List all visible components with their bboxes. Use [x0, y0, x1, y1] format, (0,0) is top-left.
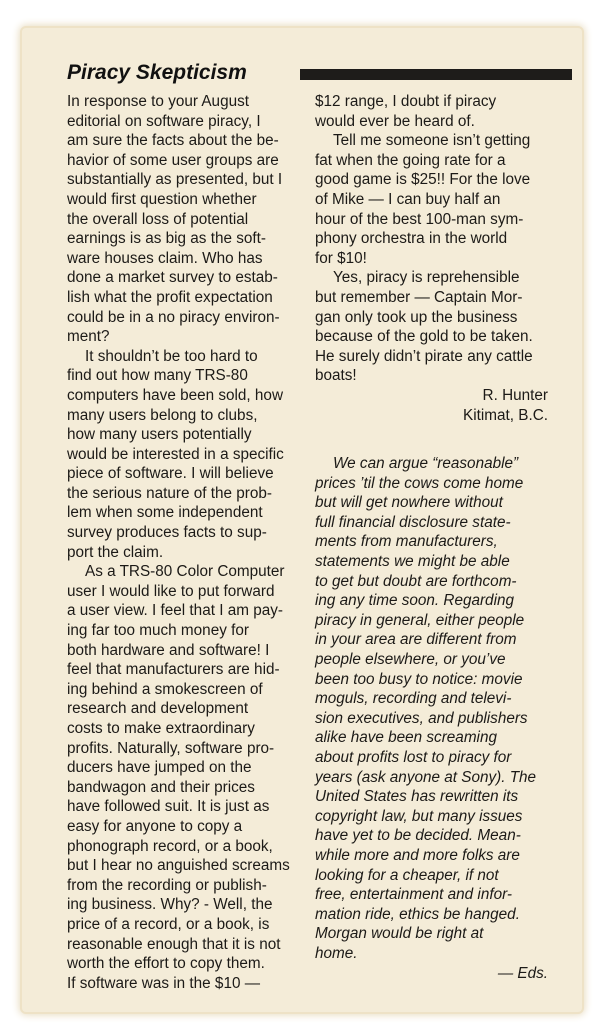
text-line: lem when some independent [67, 504, 263, 522]
text-line: statements we might be able [315, 553, 510, 571]
text-line: Kitimat, B.C. [463, 406, 548, 424]
text-line: been too busy to notice: movie [315, 670, 523, 688]
text-line: port the claim. [67, 543, 164, 561]
text-line: ducers have jumped on the [67, 759, 252, 777]
text-line: He surely didn’t pirate any cattle [315, 347, 533, 365]
text-line: good game is $25!! For the love [315, 171, 531, 189]
text-line: phonograph record, or a book, [67, 837, 273, 855]
text-line: survey produces facts to sup- [67, 524, 267, 542]
text-line: while more and more folks are [315, 846, 520, 864]
text-line: but will get nowhere without [315, 494, 503, 512]
text-line: R. Hunter [482, 386, 548, 404]
text-line: done a market survey to estab- [67, 269, 278, 287]
text-line: research and development [67, 700, 249, 718]
text-line: worth the effort to copy them. [67, 955, 265, 973]
text-line: ware houses claim. Who has [67, 249, 263, 267]
text-line: piracy in general, either people [315, 611, 525, 629]
text-line: lish what the profit expectation [67, 288, 273, 306]
text-line: moguls, recording and televi- [315, 690, 512, 708]
text-line: phony orchestra in the world [315, 230, 508, 248]
text-line: computers have been sold, how [67, 386, 283, 404]
text-line: costs to make extraordinary [67, 720, 255, 737]
text-line: United States has rewritten its [315, 788, 519, 806]
text-line: Tell me someone isn’t getting [333, 132, 531, 150]
text-line: profits. Naturally, software pro- [67, 739, 275, 757]
text-line: people elsewhere, or you’ve [315, 651, 506, 669]
text-line: both hardware and software! I [67, 641, 270, 659]
text-line: ing any time soon. Regarding [315, 592, 514, 610]
text-line: easy for anyone to copy a [67, 817, 243, 835]
text-line: ing far too much money for [67, 622, 249, 640]
text-line: a user view. I feel that I am pay- [67, 602, 283, 620]
text-line: As a TRS-80 Color Computer [85, 563, 285, 581]
text-line: mation ride, ethics be hanged. [315, 905, 520, 923]
text-line: We can argue “reasonable” [333, 455, 519, 473]
text-line: bandwagon and their prices [67, 778, 255, 796]
text-line: In response to your August [67, 93, 249, 110]
text-line: am sure the facts about the be- [67, 132, 279, 150]
text-line: copyright law, but many issues [315, 807, 523, 825]
text-line: earnings is as big as the soft- [67, 230, 266, 248]
text-line: fat when the going rate for a [315, 151, 506, 169]
text-line: ment? [67, 328, 110, 346]
text-line: Morgan would be right at [315, 925, 484, 943]
text-line: It shouldn’t be too hard to [85, 347, 258, 365]
text-line: alike have been screaming [315, 729, 497, 747]
article-title: Piracy Skepticism [67, 61, 247, 84]
text-line: — Eds. [497, 964, 548, 982]
text-line: to get but doubt are forthcom- [315, 572, 517, 590]
text-line: how many users potentially [67, 426, 252, 444]
text-line: user I would like to put forward [67, 582, 275, 600]
left-column [67, 92, 307, 993]
right-column [315, 92, 550, 983]
text-line: $12 range, I doubt if piracy [315, 93, 497, 110]
text-line: prices ’til the cows come home [315, 474, 524, 492]
text-line: in your area are different from [315, 631, 517, 649]
text-line: sion executives, and publishers [315, 709, 528, 727]
text-line: have followed suit. It is just as [67, 798, 270, 816]
text-line: editorial on software piracy, I [67, 112, 261, 130]
paragraph-gap [315, 425, 550, 454]
text-line: of Mike — I can buy half an [315, 190, 501, 208]
text-line: reasonable enough that it is not [67, 935, 281, 953]
text-line: hour of the best 100-man sym- [315, 210, 524, 228]
text-line: many users belong to clubs, [67, 406, 258, 424]
text-line: but remember — Captain Mor- [315, 288, 523, 306]
text-line: for $10! [315, 249, 367, 267]
text-line: gan only took up the business [315, 308, 518, 326]
text-line: the serious nature of the prob- [67, 484, 272, 502]
text-line: havior of some user groups are [67, 151, 279, 169]
text-line: If software was in the $10 — [67, 974, 261, 992]
text-line: have yet to be decided. Mean- [315, 827, 521, 845]
text-line: piece of software. I will believe [67, 465, 274, 483]
text-line: Yes, piracy is reprehensible [333, 269, 520, 287]
text-line: boats! [315, 367, 357, 385]
text-line: from the recording or publish- [67, 876, 267, 894]
text-line: free, entertainment and infor- [315, 886, 512, 904]
text-line: would first question whether [67, 190, 257, 208]
text-line: but I hear no anguished screams [67, 857, 290, 875]
header-rule [300, 69, 572, 80]
text-line: looking for a cheaper, if not [315, 866, 499, 884]
text-line: price of a record, or a book, is [67, 915, 270, 933]
text-line: years (ask anyone at Sony). The [315, 768, 537, 786]
text-line: substantially as presented, but I [67, 171, 283, 189]
text-line: feel that manufacturers are hid- [67, 661, 280, 679]
text-line: would be interested in a specific [67, 445, 284, 463]
text-line: find out how many TRS-80 [67, 367, 248, 385]
text-line: about profits lost to piracy for [315, 749, 512, 766]
text-line: ing business. Why? - Well, the [67, 896, 273, 914]
text-line: would ever be heard of. [315, 112, 475, 130]
text-line: home. [315, 944, 358, 962]
text-line: ments from manufacturers, [315, 533, 498, 551]
text-line: the overall loss of potential [67, 210, 249, 228]
text-line: because of the gold to be taken. [315, 328, 533, 346]
text-line: ing behind a smokescreen of [67, 680, 263, 698]
text-line: could be in a no piracy environ- [67, 308, 280, 326]
text-line: full financial disclosure state- [315, 513, 511, 531]
